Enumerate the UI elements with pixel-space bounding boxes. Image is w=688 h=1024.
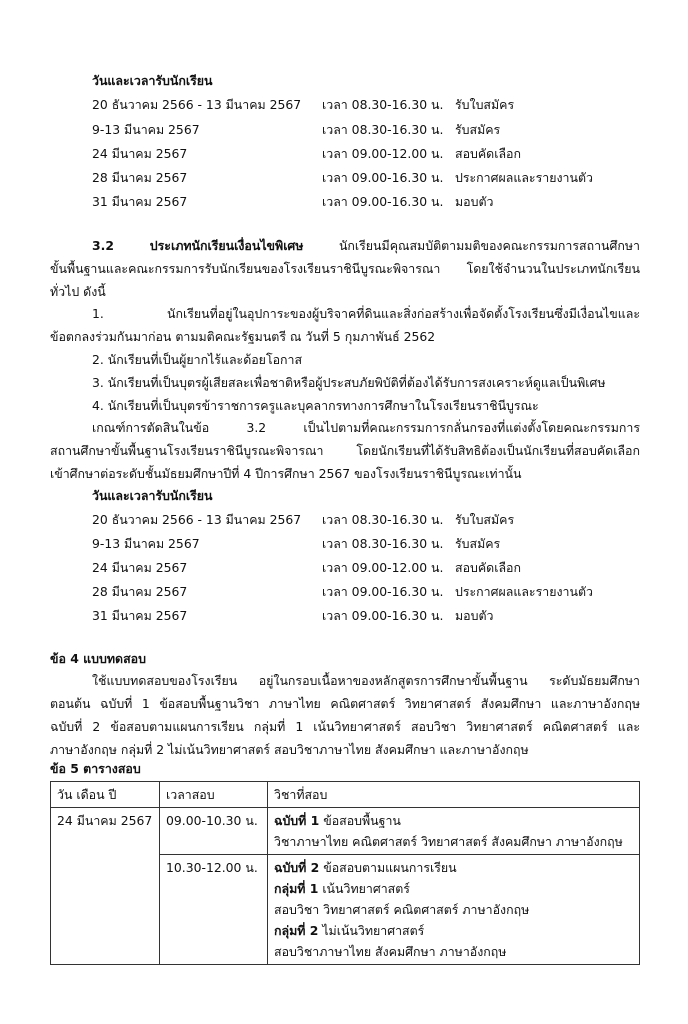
schedule-time: เวลา 08.30-16.30 น.	[322, 122, 444, 137]
exam-time-2: 10.30-12.00 น.	[160, 855, 268, 965]
header-time: เวลาสอบ	[160, 782, 268, 808]
schedule-activity: ประกาศผลและรายงานตัว	[455, 170, 593, 185]
schedule-time: เวลา 09.00-16.30 น.	[322, 584, 444, 599]
table-row	[51, 808, 640, 855]
section-4-line-2: ตอนต้น ฉบับที่ 1 ข้อสอบพื้นฐานวิชา ภาษาไทย คณิตศาสตร์ วิทยาศาสตร์ สังคมศึกษา และภาษาอังกฤษ	[50, 696, 640, 711]
schedule-row	[0, 190, 688, 214]
paper-1-desc: ข้อสอบพื้นฐาน	[319, 813, 401, 828]
schedule-activity: มอบตัว	[455, 608, 494, 623]
section-3-2-intro: นักเรียนมีคุณสมบัติตามมติของคณะกรรมการสถานศึกษา	[338, 238, 640, 253]
criteria-line-2: สถานศึกษาขั้นพื้นฐานโรงเรียนราชินีบูรณะพิจารณา โดยนักเรียนที่ได้รับสิทธิต้องเป็นนักเรียนที่สอบคัดเลือก	[50, 443, 640, 458]
section-3-2-line-1	[92, 235, 640, 257]
schedule-activity: สอบคัดเลือก	[455, 560, 521, 575]
schedule-date: 24 มีนาคม 2567	[92, 560, 188, 575]
group-1-desc: เน้นวิทยาศาสตร์	[318, 881, 410, 896]
schedule-row	[0, 508, 688, 532]
schedule-time: เวลา 09.00-12.00 น.	[322, 146, 444, 161]
schedule-date: 9-13 มีนาคม 2567	[92, 122, 200, 137]
header-date: วัน เดือน ปี	[51, 782, 160, 808]
schedule-activity: รับสมัคร	[455, 536, 501, 551]
condition-item-2: 2. นักเรียนที่เป็นผู้ยากไร้และด้อยโอกาส	[92, 352, 303, 367]
schedule-row	[0, 142, 688, 166]
schedule-heading-1: วันและเวลารับนักเรียน	[92, 73, 213, 88]
schedule-date: 28 มีนาคม 2567	[92, 584, 188, 599]
condition-item-1-line-2: ข้อตกลงร่วมกันมาก่อน ตามมติคณะรัฐมนตรี ณ วันที่ 5 กุมภาพันธ์ 2562	[50, 329, 436, 344]
paper-2-desc: ข้อสอบตามแผนการเรียน	[319, 860, 457, 875]
paper-2-label: ฉบับที่ 2	[274, 860, 320, 875]
schedule-time: เวลา 08.30-16.30 น.	[322, 536, 444, 551]
paper-2-title	[274, 857, 633, 878]
schedule-row	[0, 532, 688, 556]
group-2-subjects: สอบวิชาภาษาไทย สังคมศึกษา ภาษาอังกฤษ	[274, 944, 507, 959]
schedule-time: เวลา 09.00-16.30 น.	[322, 608, 444, 623]
section-3-2-line-2: ขั้นพื้นฐานและคณะกรรมการรับนักเรียนของโรงเรียนราชินีบูรณะพิจารณา โดยใช้จำนวนในประเภทนักเรียน	[50, 261, 640, 276]
schedule-activity: รับสมัคร	[455, 122, 501, 137]
group-2-label: กลุ่มที่ 2	[274, 923, 319, 938]
schedule-row	[0, 93, 688, 117]
schedule-row	[0, 580, 688, 604]
schedule-row	[0, 166, 688, 190]
exam-date: 24 มีนาคม 2567	[51, 808, 160, 965]
group-1-label: กลุ่มที่ 1	[274, 881, 319, 896]
group-1-subjects: สอบวิชา วิทยาศาสตร์ คณิตศาสตร์ ภาษาอังกฤษ	[274, 902, 530, 917]
schedule-activity: ประกาศผลและรายงานตัว	[455, 584, 593, 599]
schedule-activity: รับใบสมัคร	[455, 97, 515, 112]
header-subject: วิชาที่สอบ	[268, 782, 640, 808]
condition-item-3: 3. นักเรียนที่เป็นบุตรผู้เสียสละเพื่อชาติหรือผู้ประสบภัยพิบัติที่ต้องได้รับการสงเคราะห์ดูแลเป็นพิเศษ	[92, 375, 606, 390]
schedule-row	[0, 604, 688, 628]
schedule-date: 28 มีนาคม 2567	[92, 170, 188, 185]
schedule-row	[0, 556, 688, 580]
schedule-heading-2: วันและเวลารับนักเรียน	[92, 488, 213, 503]
condition-item-4: 4. นักเรียนที่เป็นบุตรข้าราชการครูและบุคลากรทางการศึกษาในโรงเรียนราชินีบูรณะ	[92, 398, 539, 413]
schedule-date: 31 มีนาคม 2567	[92, 194, 188, 209]
schedule-date: 20 ธันวาคม 2566 - 13 มีนาคม 2567	[92, 97, 302, 112]
criteria-line-3: เข้าศึกษาต่อระดับชั้นมัธยมศึกษาปีที่ 4 ปีการศึกษา 2567 ของโรงเรียนราชินีบูรณะเท่านั้น	[50, 466, 522, 481]
schedule-time: เวลา 08.30-16.30 น.	[322, 97, 444, 112]
paper-1-subjects: วิชาภาษาไทย คณิตศาสตร์ วิทยาศาสตร์ สังคมศึกษา ภาษาอังกฤษ	[274, 834, 623, 849]
table-header-row	[51, 782, 640, 808]
exam-schedule-table	[50, 781, 640, 965]
schedule-date: 24 มีนาคม 2567	[92, 146, 188, 161]
exam-subjects-1	[268, 808, 640, 855]
condition-item-1-line-1: 1. นักเรียนที่อยู่ในอุปการะของผู้บริจาคที่ดินและสิ่งก่อสร้างเพื่อจัดตั้งโรงเรียนซึ่งมีเงื่อนไขและ	[92, 306, 640, 321]
schedule-time: เวลา 08.30-16.30 น.	[322, 512, 444, 527]
criteria-line-1: เกณฑ์การตัดสินในข้อ 3.2 เป็นไปตามที่คณะกรรมการกลั่นกรองที่แต่งตั้งโดยคณะกรรมการ	[92, 420, 640, 435]
schedule-time: เวลา 09.00-16.30 น.	[322, 170, 444, 185]
section-4-line-4: ภาษาอังกฤษ กลุ่มที่ 2 ไม่เน้นวิทยาศาสตร์ สอบวิชาภาษาไทย สังคมศึกษา และภาษาอังกฤษ	[50, 742, 529, 757]
schedule-date: 20 ธันวาคม 2566 - 13 มีนาคม 2567	[92, 512, 302, 527]
schedule-date: 31 มีนาคม 2567	[92, 608, 188, 623]
schedule-activity: รับใบสมัคร	[455, 512, 515, 527]
group-1-title	[274, 878, 633, 899]
schedule-row	[0, 118, 688, 142]
section-3-2-title: 3.2 ประเภทนักเรียนเงื่อนไขพิเศษ	[92, 238, 304, 253]
schedule-activity: สอบคัดเลือก	[455, 146, 521, 161]
section-4-line-1: ใช้แบบทดสอบของโรงเรียน อยู่ในกรอบเนื้อหาของหลักสูตรการศึกษาขั้นพื้นฐาน ระดับมัธยมศึกษา	[92, 673, 640, 688]
schedule-activity: มอบตัว	[455, 194, 494, 209]
group-2-desc: ไม่เน้นวิทยาศาสตร์	[318, 923, 425, 938]
schedule-date: 9-13 มีนาคม 2567	[92, 536, 200, 551]
section-5-title: ข้อ 5 ตารางสอบ	[50, 761, 141, 776]
group-2-title	[274, 920, 633, 941]
section-3-2-line-3: ทั่วไป ดังนี้	[50, 284, 106, 299]
section-4-line-3: ฉบับที่ 2 ข้อสอบตามแผนการเรียน กลุ่มที่ 1 เน้นวิทยาศาสตร์ สอบวิชา วิทยาศาสตร์ คณิตศาสตร์ และ	[50, 719, 640, 734]
paper-1-title	[274, 810, 633, 831]
schedule-time: เวลา 09.00-16.30 น.	[322, 194, 444, 209]
section-4-title: ข้อ 4 แบบทดสอบ	[50, 651, 146, 666]
schedule-time: เวลา 09.00-12.00 น.	[322, 560, 444, 575]
paper-1-label: ฉบับที่ 1	[274, 813, 320, 828]
exam-subjects-2	[268, 855, 640, 965]
exam-time-1: 09.00-10.30 น.	[160, 808, 268, 855]
